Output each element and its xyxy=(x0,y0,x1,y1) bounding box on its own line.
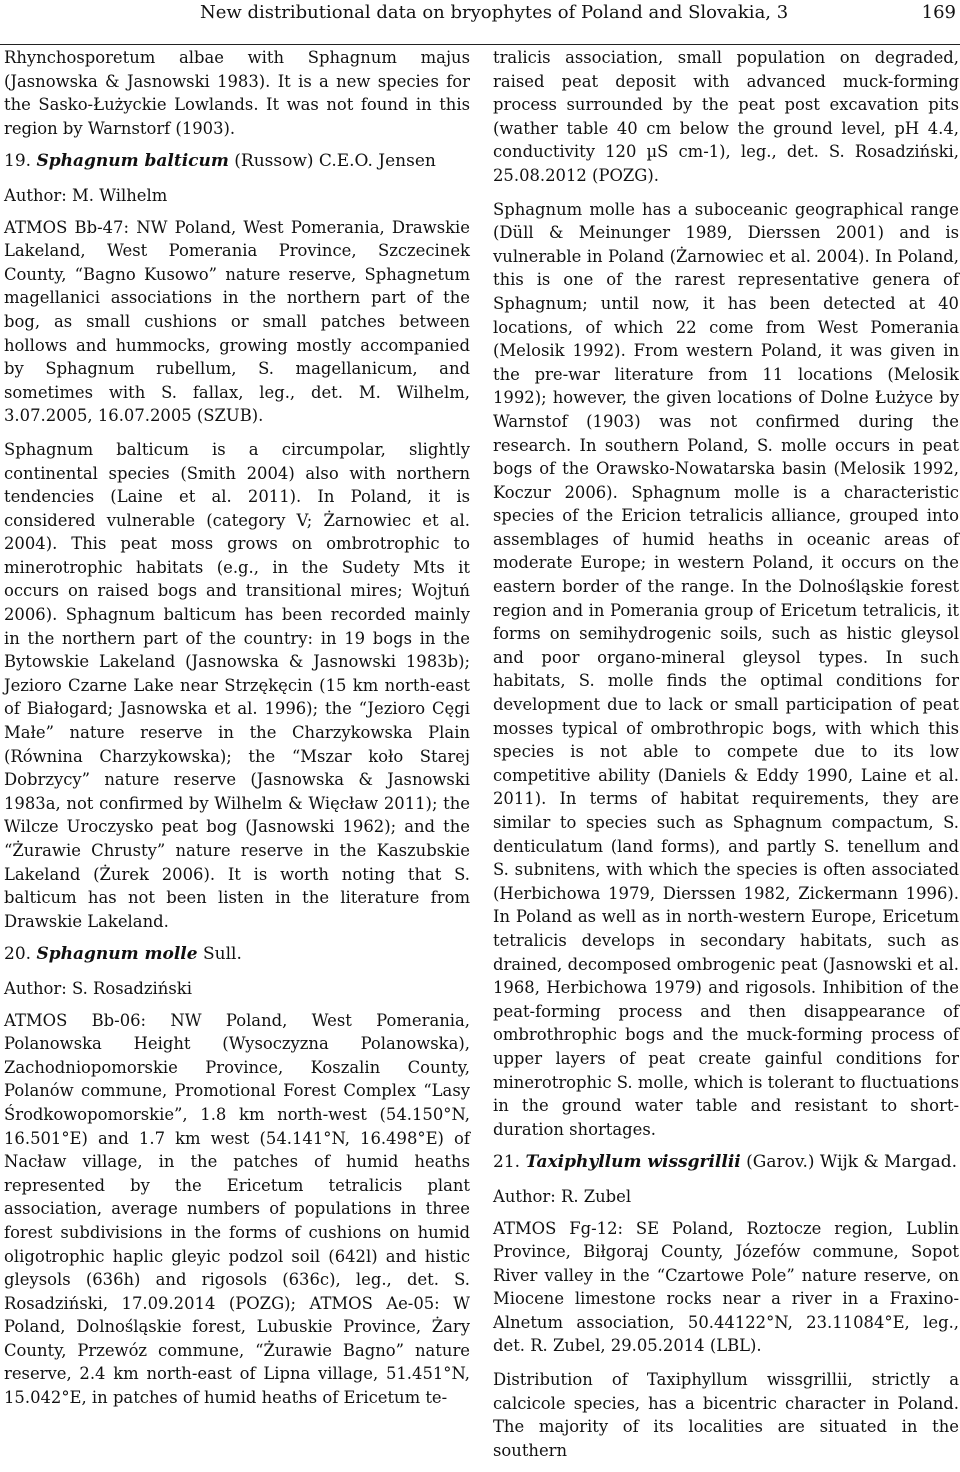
specimen-record: ATMOS Bb-06: NW Poland, West Pomerania, Polanowska Height (Wysoczyzna Polanowska), Zachodniopomorskie Province, Koszalin County, Polanów commune, Promotional Forest Complex “Lasy Środkowopomorskie”, 1.8 km north-west (54.150°N, 16.501°E) and 1.7 km west (54.141°N, 16.498°E) of Nacław village, in the patches of humid heaths represented by the Ericetum tetralicis plant association, average numbers of populations in three forest subdivisions in the forms of cushions on humid oligotrophic haplic gleyic podzol soil (642l) and histic gleysols (636h) and rigosols (636c), leg., det. S. Rosadziński, 17.09.2014 (POZG); ATMOS Ae-05: W Poland, Dolnośląskie forest, Lubuskie Province, Żary County, Przewóz commune, “Żurawie Bagno” nature reserve, 2.4 km north-east of Lipna village, 51.451°N, 15.042°E, in patches of humid heaths of Ericetum te- xyxy=(4,1010,470,1408)
species-authority: Sull. xyxy=(202,944,242,965)
species-authority: (Russow) C.E.O. Jensen xyxy=(234,151,436,172)
page-header xyxy=(0,0,960,45)
specimen-record: ATMOS Fg-12: SE Poland, Roztocze region, Lublin Province, Biłgoraj County, Józefów commune, Sopot River valley in the “Czartowe Pole” nature reserve, on Miocene limestone rocks near a river in a Fraxino-Alnetum association, 50.44122°N, 23.11084°E, leg., det. R. Zubel, 29.05.2014 (LBL). xyxy=(493,1218,959,1356)
section-heading-21 xyxy=(493,1151,959,1175)
running-title: New distributional data on bryophytes of Poland and Slovakia, 3 xyxy=(200,2,789,23)
section-author: Author: R. Zubel xyxy=(493,1186,632,1206)
page-number: 169 xyxy=(921,2,956,23)
section-number: 20. xyxy=(4,944,32,965)
section-number: 21. xyxy=(493,1152,521,1173)
section-heading-19 xyxy=(4,150,470,174)
species-name: Taxiphyllum wissgrillii xyxy=(525,1152,741,1173)
species-authority: (Garov.) Wijk & Margad. xyxy=(746,1152,958,1173)
left-column xyxy=(4,46,470,1420)
section-author: Author: S. Rosadziński xyxy=(4,978,192,998)
right-column xyxy=(493,46,959,1472)
species-name: Sphagnum balticum xyxy=(36,151,229,172)
intro-paragraph: Rhynchosporetum albae with Sphagnum majus (Jasnowska & Jasnowski 1983). It is a new species for the Sasko-Łużyckie Lowlands. It was not found in this region by Warnstorf (1903). xyxy=(4,48,470,138)
section-number: 19. xyxy=(4,151,32,172)
section-author: Author: M. Wilhelm xyxy=(4,185,168,205)
section-heading-20 xyxy=(4,943,470,967)
species-name: Sphagnum molle xyxy=(36,944,198,965)
specimen-record: ATMOS Bb-47: NW Poland, West Pomerania, Drawskie Lakeland, West Pomerania Province, Szczecinek County, “Bagno Kusowo” nature reserve, Sphagnetum magellanici associations in the northern part of the bog, as small cushions or small patches between hollows and hummocks, growing mostly accompanied by Sphagnum rubellum, S. magellanicum, and sometimes with S. fallax, leg., det. M. Wilhelm, 3.07.2005, 16.07.2005 (SZUB). xyxy=(4,217,470,426)
species-discussion: Distribution of Taxiphyllum wissgrillii, strictly a calcicole species, has a bicentric character in Poland. The majority of its localities are situated in the southern xyxy=(493,1370,959,1460)
species-discussion: Sphagnum balticum is a circumpolar, slightly continental species (Smith 2004) also with northern tendencies (Laine et al. 2011). In Poland, it is considered vulnerable (category V; Żarnowiec et al. 2004). This peat moss grows on ombrotrophic to minerotrophic habitats (e.g., in the Sudety Mts it occurs on raised bogs and transitional mires; Wojtuń 2006). Sphagnum balticum has been recorded mainly in the northern part of the country: in 19 bogs in the Bytowskie Lakeland (Jasnowska & Jasnowski 1983b); Jezioro Czarne Lake near Strzękęcin (15 km north-east of Białogard; Jasnowska et al. 1996); the “Jezioro Cęgi Małe” nature reserve in the Charzykowska Plain (Równina Charzykowska); the “Mszar koło Starej Dobrzycy” nature reserve (Jasnowska & Jasnowski 1983a, not confirmed by Wilhelm & Więcław 2011); the Wilcze Uroczysko peat bog (Jasnowski 1962); and the “Żurawie Chrusty” nature reserve in the Kaszubskie Lakeland (Żurek 2006). It is worth noting that S. balticum has not been listen in the literature from Drawskie Lakeland. xyxy=(4,439,470,931)
species-discussion: Sphagnum molle has a suboceanic geographical range (Düll & Meinunger 1989, Dierssen 2001) and is vulnerable in Poland (Żarnowiec et al. 2004). In Poland, this is one of the rarest representative genera of Sphagnum; until now, it has been detected at 40 locations, of which 22 come from West Pomerania (Melosik 1992). From western Poland, it was given in the pre-war literature from 11 locations (Melosik 1992); however, the given locations of Dolne Łużyce by Warnstof (1903) was not confirmed during the research. In southern Poland, S. molle occurs in peat bogs of the Orawsko-Nowatarska basin (Melosik 1992, Koczur 2006). Sphagnum molle is a characteristic species of the Ericion tetralicis alliance, grouped into assemblages of humid heaths in oceanic areas of moderate Europe; in western Poland, it occurs on the eastern border of the range. In the Dolnośląskie forest region and in Pomerania group of Ericetum tetralicis, it forms on semihydrogenic soils, such as histic gleysol and poor organo-mineral gleysol types. In such habitats, S. molle finds the optimal conditions for development due to lack or small participation of peat mosses typical of ombrothropic bogs, with which this species is not able to compete due to its low competitive ability (Daniels & Eddy 1990, Laine et al. 2011). In terms of habitat requirements, they are similar to species such as Sphagnum compactum, S. denticulatum (land forms), and partly S. tenellum and S. subnitens, with which the species is often associated (Herbichowa 1979, Dierssen 1982, Zickermann 1996). In Poland as well as in north-western Europe, Ericetum tetralicis develops in secondary habitats, such as drained, decomposed ombrogenic peat (Jasnowski et al. 1968, Herbichowa 1979) and rigosols. Inhibition of the peat-forming process and then disappearance of ombrothrophic bogs and the muck-forming process of upper layers of peat create gainful conditions for minerotrophic S. molle, which is tolerant to fluctuations in the ground water table and resistant to short-duration shortages. xyxy=(493,199,959,1139)
record-continuation: tralicis association, small population on degraded, raised peat deposit with advanced muck-forming process surrounded by the peat post excavation pits (wather table 40 cm below the ground level, pH 4.4, conductivity 120 µS cm-1), leg., det. S. Rosadziński, 25.08.2012 (POZG). xyxy=(493,48,959,185)
